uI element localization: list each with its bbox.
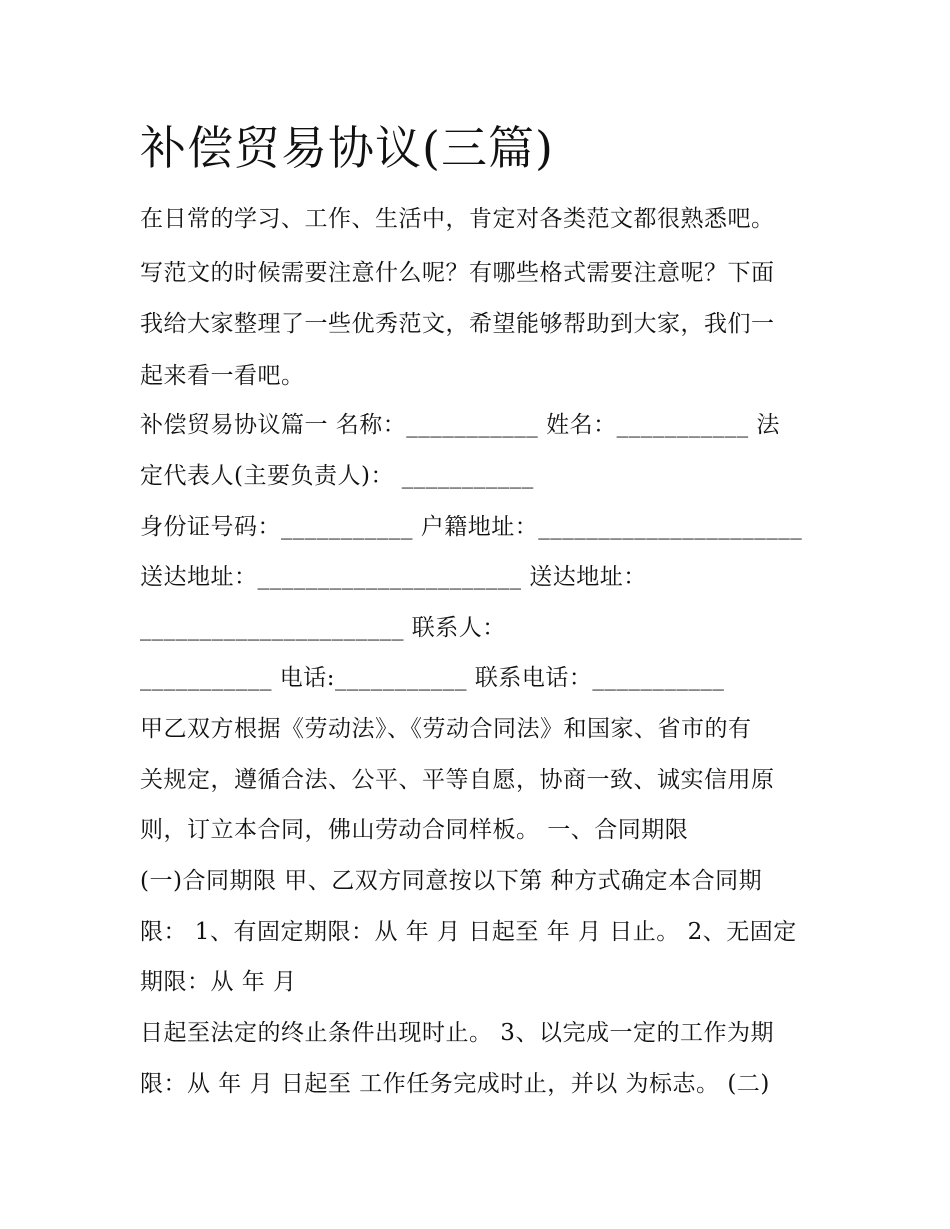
body-line: ______________________ 联系人： <box>140 615 506 641</box>
body-line: 我给大家整理了一些优秀范文，希望能够帮助到大家，我们一 <box>140 311 775 337</box>
body-line: 送达地址：______________________ 送达地址： <box>140 564 647 590</box>
body-line: 身份证号码：___________ 户籍地址：______________________ <box>140 514 803 540</box>
body-line: 在日常的学习、工作、生活中，肯定对各类范文都很熟悉吧。 <box>140 206 775 232</box>
body-line: ___________ 电话:___________ 联系电话：___________ <box>140 665 725 691</box>
body-line: 写范文的时候需要注意什么呢？有哪些格式需要注意呢？下面 <box>140 260 775 286</box>
body-line: 定代表人(主要负责人)： ___________ <box>140 463 534 489</box>
body-line: 甲乙双方根据《劳动法》、《劳动合同法》和国家、省市的有 <box>140 716 752 742</box>
body-line: (一)合同期限 甲、乙双方同意按以下第 种方式确定本合同期 <box>140 868 763 894</box>
body-line: 日起至法定的终止条件出现时止。 3、以完成一定的工作为期 <box>140 1020 774 1046</box>
body-line: 限： 1、有固定期限：从 年 月 日起至 年 月 日止。 2、无固定 <box>140 919 797 945</box>
body-line: 则，订立本合同，佛山劳动合同样板。 一、合同期限 <box>140 817 689 843</box>
document-title: 补偿贸易协议(三篇) <box>140 121 554 175</box>
body-line: 关规定，遵循合法、公平、平等自愿，协商一致、诚实信用原 <box>140 767 775 793</box>
body-line: 起来看一看吧。 <box>140 363 305 389</box>
body-line: 期限：从 年 月 <box>140 969 297 995</box>
body-line: 补偿贸易协议篇一 名称：___________ 姓名：___________ 法 <box>140 412 780 438</box>
body-line: 限：从 年 月 日起至 工作任务完成时止，并以 为标志。 (二) <box>140 1071 770 1097</box>
